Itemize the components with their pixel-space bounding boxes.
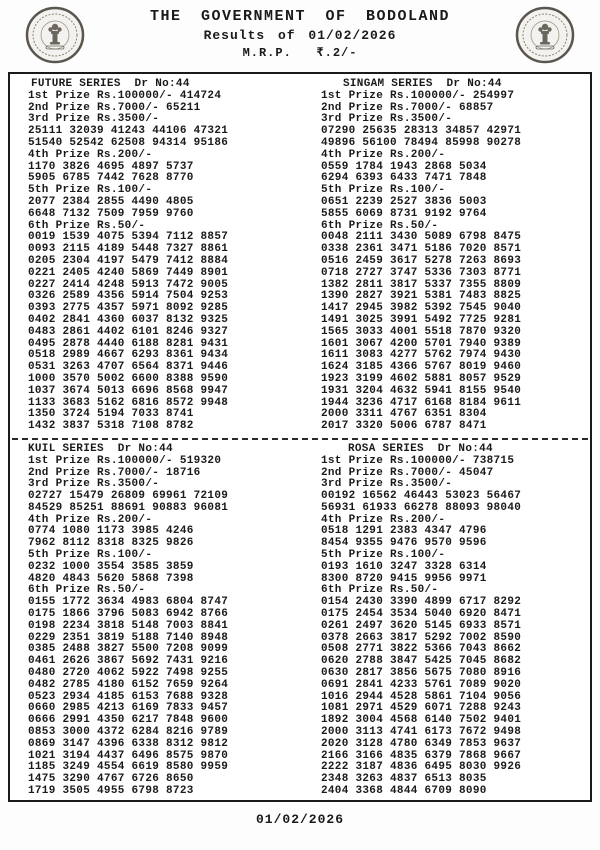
winning-numbers-line: 1624 3185 4366 5767 8019 9460 [321, 361, 522, 374]
section-title: ROSA SERIES Dr No:44 [348, 442, 493, 455]
winning-numbers-line: 0093 2115 4189 5448 7327 8861 [28, 243, 229, 256]
winning-numbers-line: 0393 2775 4357 5971 8092 9285 [28, 302, 229, 315]
prize-label-line: 6th Prize Rs.50/- [28, 219, 146, 232]
winning-numbers-line: 0221 2405 4240 5869 7449 8901 [28, 266, 229, 279]
winning-numbers-line: 25111 32039 41243 44106 47321 [28, 125, 229, 138]
prize-label-line: 6th Prize Rs.50/- [321, 584, 439, 597]
winning-numbers-line: 0402 2841 4360 6037 8132 9325 [28, 313, 229, 326]
winning-numbers-line: 0482 2785 4180 6152 7659 9264 [28, 678, 229, 691]
winning-numbers-line: 1601 3067 4200 5701 7940 9389 [321, 337, 522, 350]
prize-label-line: 4th Prize Rs.200/- [28, 513, 153, 526]
winning-numbers-line: 0175 2454 3534 5040 6920 8471 [321, 608, 522, 621]
winning-numbers-line: 0620 2788 3847 5425 7045 8682 [321, 655, 522, 668]
section-kuil [10, 444, 297, 798]
winning-numbers-line: 6294 6393 6433 7471 7848 [321, 172, 487, 185]
prize-label-line: 2nd Prize Rs.7000/- 65211 [28, 101, 201, 114]
winning-numbers-line: 2017 3320 5006 6787 8471 [321, 420, 487, 433]
winning-numbers-line: 1565 3033 4001 5518 7870 9320 [321, 325, 522, 338]
section-title: KUIL SERIES Dr No:44 [28, 442, 173, 455]
winning-numbers-line: 51540 52542 62508 94314 95186 [28, 136, 229, 149]
winning-numbers-line: 0691 2841 4233 5761 7089 9020 [321, 678, 522, 691]
winning-numbers-line: 00192 16562 46443 53023 56467 [321, 490, 522, 503]
prize-label-line: 5th Prize Rs.100/- [28, 184, 153, 197]
winning-numbers-line: 5855 6069 8731 9192 9764 [321, 207, 487, 220]
winning-numbers-line: 0378 2663 3817 5292 7002 8590 [321, 631, 522, 644]
winning-numbers-line: 0326 2589 4356 5914 7504 9253 [28, 290, 229, 303]
prize-label-line: 3rd Prize Rs.3500/- [28, 113, 160, 126]
prize-label-line: 2nd Prize Rs.7000/- 45047 [321, 466, 494, 479]
winning-numbers-line: 0651 2239 2527 3836 5003 [321, 195, 487, 208]
winning-numbers-line: 0483 2861 4402 6101 8246 9327 [28, 325, 229, 338]
winning-numbers-line: 1719 3505 4955 6798 8723 [28, 785, 194, 798]
prize-label-line: 3rd Prize Rs.3500/- [28, 478, 160, 491]
section-singam [297, 79, 590, 433]
section-rosa [297, 444, 590, 798]
page-header [0, 0, 600, 70]
winning-numbers-line: 2000 3311 4767 6351 8304 [321, 408, 487, 421]
winning-numbers-line: 1432 3837 5318 7108 8782 [28, 420, 194, 433]
footer-date: 01/02/2026 [255, 812, 344, 827]
prize-label-line: 1st Prize Rs.100000/- 414724 [28, 89, 222, 102]
winning-numbers-line: 0229 2351 3819 5188 7140 8948 [28, 631, 229, 644]
section-future [10, 79, 297, 433]
winning-numbers-line: 1923 3199 4602 5881 8057 9529 [321, 372, 522, 385]
winning-numbers-line: 0175 1866 3796 5083 6942 8766 [28, 608, 229, 621]
winning-numbers-line: 0660 2985 4213 6169 7833 9457 [28, 702, 229, 715]
winning-numbers-line: 0385 2488 3827 5500 7208 9099 [28, 643, 229, 656]
government-seal-left-icon [24, 6, 86, 64]
winning-numbers-line: 5905 6785 7442 7628 8770 [28, 172, 194, 185]
winning-numbers-line: 1021 3194 4437 6496 8575 9870 [28, 749, 229, 762]
winning-numbers-line: 0232 1000 3554 3585 3859 [28, 560, 194, 573]
winning-numbers-line: 4820 4843 5620 5868 7398 [28, 572, 194, 585]
winning-numbers-line: 07290 25635 28313 34857 42971 [321, 125, 522, 138]
prize-label-line: 6th Prize Rs.50/- [28, 584, 146, 597]
winning-numbers-line: 1475 3290 4767 6726 8650 [28, 773, 194, 786]
winning-numbers-line: 0461 2626 3867 5692 7431 9216 [28, 655, 229, 668]
winning-numbers-line: 0516 2459 3617 5278 7263 8693 [321, 254, 522, 267]
winning-numbers-line: 2166 3166 4835 6379 7868 9667 [321, 749, 522, 762]
winning-numbers-line: 1170 3826 4695 4897 5737 [28, 160, 194, 173]
prize-label-line: 2nd Prize Rs.7000/- 18716 [28, 466, 201, 479]
winning-numbers-line: 1611 3083 4277 5762 7974 9430 [321, 349, 522, 362]
winning-numbers-line: 2077 2384 2855 4490 4805 [28, 195, 194, 208]
winning-numbers-line: 1417 2945 3982 5392 7545 9040 [321, 302, 522, 315]
winning-numbers-line: 0531 3263 4707 6564 8371 9446 [28, 361, 229, 374]
winning-numbers-line: 0227 2414 4248 5913 7472 9005 [28, 278, 229, 291]
winning-numbers-line: 0718 2727 3747 5336 7303 8771 [321, 266, 522, 279]
winning-numbers-line: 0193 1610 3247 3328 6314 [321, 560, 487, 573]
prize-label-line: 3rd Prize Rs.3500/- [321, 478, 453, 491]
winning-numbers-line: 84529 85251 88691 90883 96081 [28, 501, 229, 514]
prize-label-line: 1st Prize Rs.100000/- 519320 [28, 454, 222, 467]
winning-numbers-line: 6648 7132 7509 7959 9760 [28, 207, 194, 220]
prize-label-line: 5th Prize Rs.100/- [321, 549, 446, 562]
prize-label-line: 1st Prize Rs.100000/- 254997 [321, 89, 515, 102]
winning-numbers-line: 1390 2827 3921 5381 7483 8825 [321, 290, 522, 303]
winning-numbers-line: 1037 3674 5013 6696 8568 9947 [28, 384, 229, 397]
winning-numbers-line: 0495 2878 4440 6188 8281 9431 [28, 337, 229, 350]
winning-numbers-line: 0630 2817 3856 5675 7080 8916 [321, 667, 522, 680]
winning-numbers-line: 7962 8112 8318 8325 9826 [28, 537, 194, 550]
winning-numbers-line: 0155 1772 3634 4983 6804 8747 [28, 596, 229, 609]
winning-numbers-line: 2404 3368 4844 6709 8090 [321, 785, 487, 798]
winning-numbers-line: 1350 3724 5194 7033 8741 [28, 408, 194, 421]
prize-label-line: 5th Prize Rs.100/- [28, 549, 153, 562]
winning-numbers-line: 1931 3204 4632 5941 8155 9540 [321, 384, 522, 397]
section-title: FUTURE SERIES Dr No:44 [31, 78, 190, 90]
winning-numbers-line: 1382 2811 3817 5337 7355 8809 [321, 278, 522, 291]
winning-numbers-line: 1016 2944 4528 5861 7104 9056 [321, 690, 522, 703]
winning-numbers-line: 0508 2771 3822 5366 7043 8662 [321, 643, 522, 656]
prize-label-line: 1st Prize Rs.100000/- 738715 [321, 454, 515, 467]
winning-numbers-line: 0518 1291 2383 4347 4796 [321, 525, 487, 538]
winning-numbers-line: 0480 2720 4062 5922 7498 9255 [28, 667, 229, 680]
winning-numbers-line: 0774 1080 1173 3985 4246 [28, 525, 194, 538]
dashed-separator [12, 438, 588, 440]
winning-numbers-line: 0853 3000 4372 6284 8216 9789 [28, 726, 229, 739]
winning-numbers-line: 0205 2304 4197 5479 7412 8884 [28, 254, 229, 267]
winning-numbers-line: 0019 1539 4075 5394 7112 8857 [28, 231, 229, 244]
winning-numbers-line: 1081 2971 4529 6071 7288 9243 [321, 702, 522, 715]
winning-numbers-line: 2348 3263 4837 6513 8035 [321, 773, 487, 786]
page-title: THE GOVERNMENT OF BODOLAND [149, 8, 451, 25]
prize-label-line: 5th Prize Rs.100/- [321, 184, 446, 197]
winning-numbers-line: 0559 1784 1943 2868 5034 [321, 160, 487, 173]
section-title: SINGAM SERIES Dr No:44 [343, 78, 502, 90]
winning-numbers-line: 0154 2430 3390 4899 6717 8292 [321, 596, 522, 609]
winning-numbers-line: 0666 2991 4350 6217 7848 9600 [28, 714, 229, 727]
winning-numbers-line: 0523 2934 4185 6153 7688 9328 [28, 690, 229, 703]
winning-numbers-line: 0338 2361 3471 5186 7020 8571 [321, 243, 522, 256]
prize-label-line: 6th Prize Rs.50/- [321, 219, 439, 232]
header-text-block [0, 8, 600, 60]
winning-numbers-line: 1000 3570 5002 6600 8388 9590 [28, 372, 229, 385]
winning-numbers-line: 2222 3187 4836 6495 8030 9926 [321, 761, 522, 774]
prize-label-line: 4th Prize Rs.200/- [321, 148, 446, 161]
winning-numbers-line: 0048 2111 3430 5089 6798 8475 [321, 231, 522, 244]
results-box [8, 72, 592, 802]
winning-numbers-line: 0869 3147 4396 6338 8312 9812 [28, 737, 229, 750]
government-seal-right-icon [514, 6, 576, 64]
winning-numbers-line: 02727 15479 26809 69961 72109 [28, 490, 229, 503]
bottom-series-row [10, 444, 590, 798]
prize-label-line: 2nd Prize Rs.7000/- 68857 [321, 101, 494, 114]
winning-numbers-line: 2000 3113 4741 6173 7672 9498 [321, 726, 522, 739]
prize-label-line: 3rd Prize Rs.3500/- [321, 113, 453, 126]
winning-numbers-line: 8454 9355 9476 9570 9596 [321, 537, 487, 550]
winning-numbers-line: 8300 8720 9415 9956 9971 [321, 572, 487, 585]
mrp-line: M.R.P. ₹.2/- [242, 46, 358, 60]
prize-label-line: 4th Prize Rs.200/- [28, 148, 153, 161]
winning-numbers-line: 1185 3249 4554 6619 8580 9959 [28, 761, 229, 774]
results-date-line: Results of 01/02/2026 [203, 28, 397, 43]
winning-numbers-line: 0518 2989 4667 6293 8361 9434 [28, 349, 229, 362]
prize-label-line: 4th Prize Rs.200/- [321, 513, 446, 526]
winning-numbers-line: 0261 2497 3620 5145 6933 8571 [321, 619, 522, 632]
winning-numbers-line: 1491 3025 3991 5492 7725 9281 [321, 313, 522, 326]
winning-numbers-line: 1133 3683 5162 6816 8572 9948 [28, 396, 229, 409]
winning-numbers-line: 0198 2234 3818 5148 7003 8841 [28, 619, 229, 632]
winning-numbers-line: 56931 61933 66278 88093 98040 [321, 501, 522, 514]
winning-numbers-line: 2020 3128 4780 6349 7853 9637 [321, 737, 522, 750]
top-series-row [10, 79, 590, 433]
winning-numbers-line: 49896 56100 78494 85998 90278 [321, 136, 522, 149]
winning-numbers-line: 1892 3004 4568 6140 7502 9401 [321, 714, 522, 727]
winning-numbers-line: 1944 3236 4717 6168 8184 9611 [321, 396, 522, 409]
